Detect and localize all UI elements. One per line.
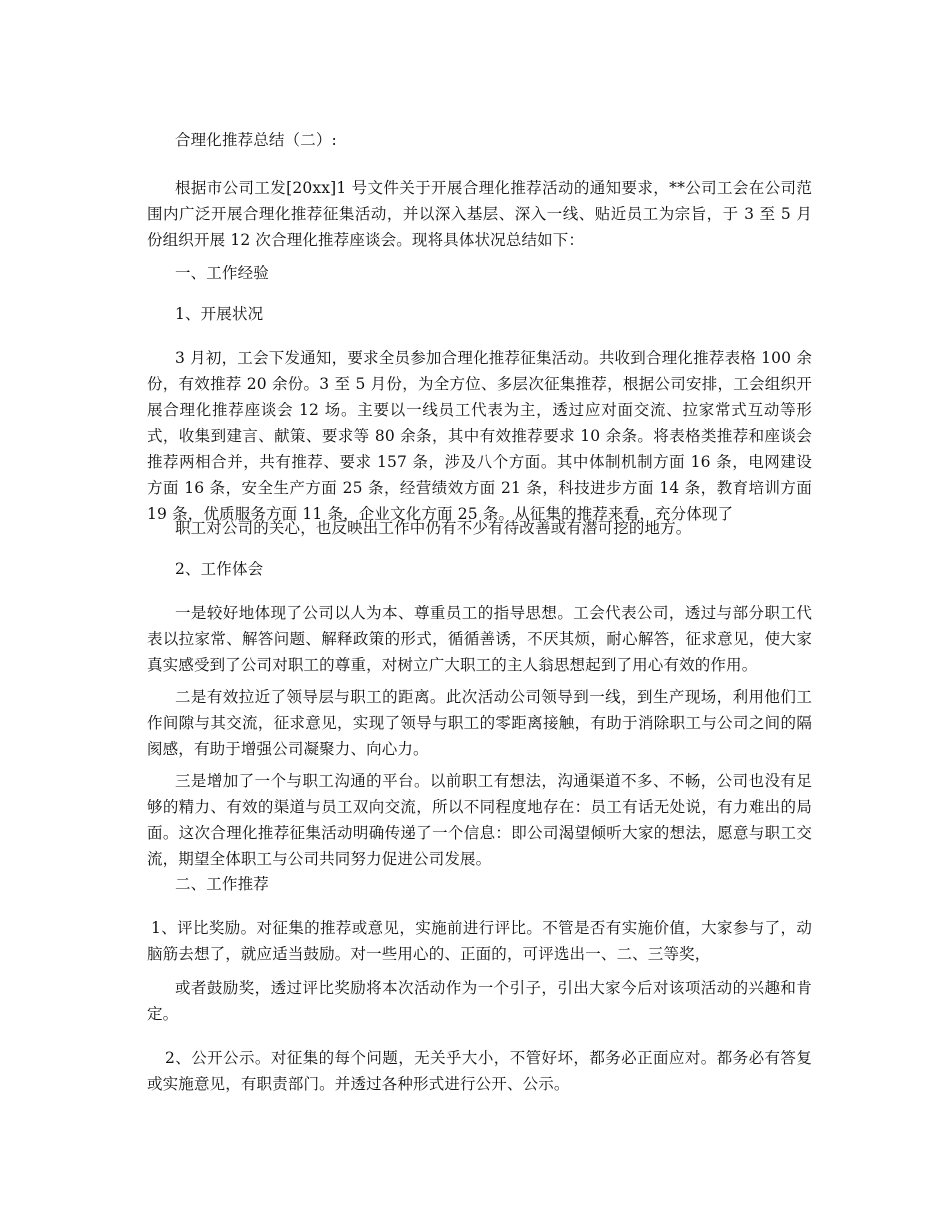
experience-paragraph-one: 一是较好地体现了公司以人为本、尊重员工的指导思想。工会代表公司，透过与部分职工代表以拉家常、解答问题、解释政策的形式，循循善诱，不厌其烦，耐心解答，征求意见，使大家真实感受到了公司对职工的尊重，对树立广大职工的主人翁思想起到了用心有效的作用。 — [147, 604, 812, 674]
progress-continuation-paragraph: 职工对公司的关心，也反映出工作中仍有不少有待改善或有潜可挖的地方。 — [175, 519, 692, 537]
document-title: 合理化推荐总结（二）: — [175, 131, 337, 149]
section-heading-recommendations: 二、工作推荐 — [175, 875, 269, 893]
experience-paragraph-two: 二是有效拉近了领导层与职工的距离。此次活动公司领导到一线，到生产现场，利用他们工作间隙与其交流，征求意见，实现了领导与职工的零距离接触，有助于消除职工与公司之间的隔阂感，有助于增强公司凝聚力、向心力。 — [147, 688, 812, 758]
experience-paragraph-three: 三是增加了一个与职工沟通的平台。以前职工有想法，沟通渠道不多、不畅，公司也没有足够的精力、有效的渠道与员工双向交流，所以不同程度地存在：员工有话无处说，有力难出的局面。这次合理化推荐征集活动明确传递了一个信息：即公司渴望倾听大家的想法，愿意与职工交流，期望全体职工与公司共同努力促进公司发展。 — [147, 772, 812, 868]
intro-paragraph: 根据市公司工发[20xx]1 号文件关于开展合理化推荐活动的通知要求，**公司工会在公司范围内广泛开展合理化推荐征集活动，并以深入基层、深入一线、贴近员工为宗旨，于 3 至 5 月份组织开展 12 次合理化推荐座谈会。现将具体状况总结如下： — [147, 179, 812, 249]
subsection-heading-progress: 1、开展状况 — [175, 305, 264, 323]
subsection-heading-experience: 2、工作体会 — [175, 560, 264, 578]
recommendation-one-continuation: 或者鼓励奖，透过评比奖励将本次活动作为一个引子，引出大家今后对该项活动的兴趣和肯定。 — [147, 979, 812, 1023]
progress-paragraph: 3 月初，工会下发通知，要求全员参加合理化推荐征集活动。共收到合理化推荐表格 100 余份，有效推荐 20 余份。3 至 5 月份，为全方位、多层次征集推荐，根据公司安排，工会组织开展合理化推荐座谈会 12 场。主要以一线员工代表为主，透过应对面交流、拉家常式互动等形式，收集到建言、献策、要求等 80 余条，其中有效推荐要求 10 余条。将表格类推荐和座谈会推荐两相合并，共有推荐、要求 157 条，涉及八个方面。其中体制机制方面 16 条，电网建设方面 16 条，安全生产方面 25 条，经营绩效方面 21 条，科技进步方面 14 条，教育培训方面 19 条，优质服务方面 11 条，企业文化方面 25 条。从征集的推荐来看，充分体现了 — [147, 349, 812, 523]
recommendation-two-paragraph: 2、公开公示。对征集的每个问题，无关乎大小，不管好坏，都务必正面应对。都务必有答复或实施意见，有职责部门。并透过各种形式进行公开、公示。 — [147, 1049, 812, 1093]
section-heading-work-experience: 一、工作经验 — [175, 264, 269, 282]
recommendation-one-paragraph: 1、评比奖励。对征集的推荐或意见，实施前进行评比。不管是否有实施价值，大家参与了，动脑筋去想了，就应适当鼓励。对一些用心的、正面的，可评选出一、二、三等奖， — [147, 919, 812, 963]
